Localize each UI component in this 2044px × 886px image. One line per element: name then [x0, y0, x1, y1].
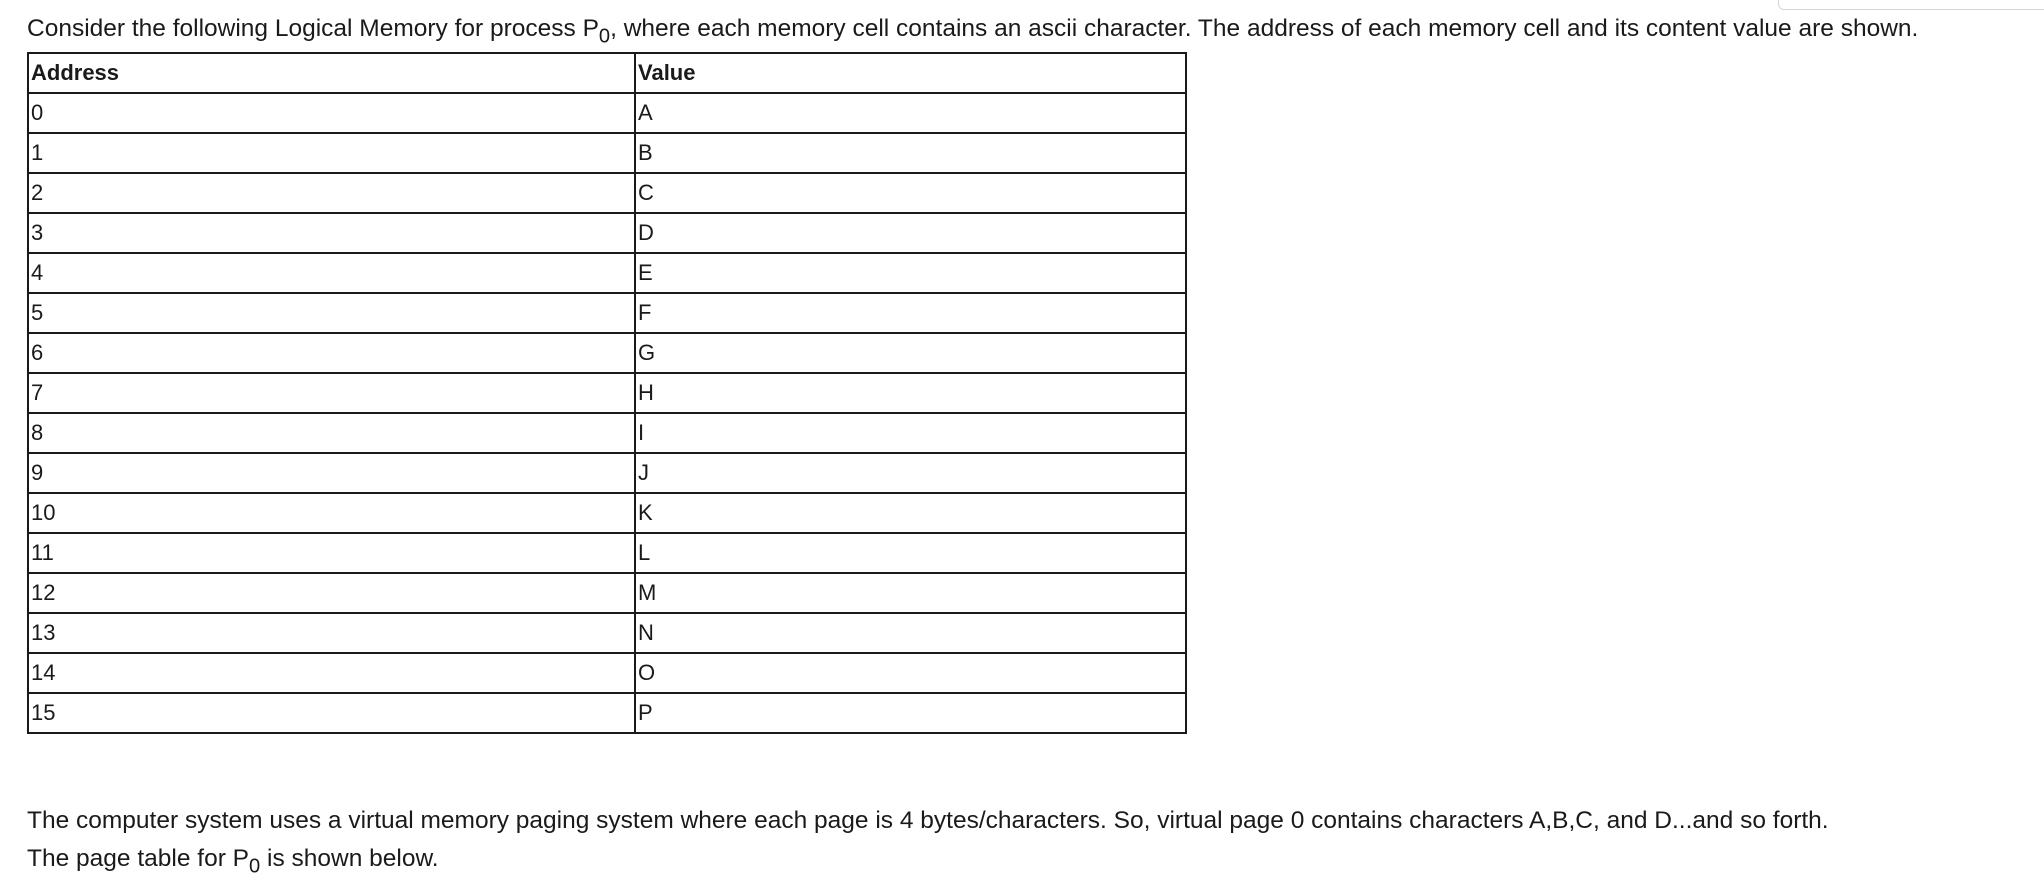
value-cell: J [635, 453, 1186, 493]
table-row [28, 693, 1186, 733]
address-cell: 15 [28, 693, 635, 733]
process-subscript: 0 [598, 25, 611, 48]
address-column-header: Address [28, 53, 635, 93]
table-row [28, 333, 1186, 373]
page-table-intro-end: is shown below. [260, 845, 439, 872]
address-cell: 12 [28, 573, 635, 613]
address-cell: 6 [28, 333, 635, 373]
address-cell: 13 [28, 613, 635, 653]
logical-memory-table [27, 52, 1187, 734]
value-cell: B [635, 133, 1186, 173]
address-cell: 3 [28, 213, 635, 253]
value-cell: P [635, 693, 1186, 733]
table-row [28, 413, 1186, 453]
address-cell: 14 [28, 653, 635, 693]
intro-text-start: Consider the following Logical Memory for process P [27, 15, 599, 42]
value-cell: I [635, 413, 1186, 453]
address-cell: 5 [28, 293, 635, 333]
table-header-row [28, 53, 1186, 93]
address-cell: 2 [28, 173, 635, 213]
intro-text [27, 14, 1919, 48]
value-cell: A [635, 93, 1186, 133]
value-cell: K [635, 493, 1186, 533]
top-right-panel-edge [1778, 0, 2044, 10]
address-cell: 8 [28, 413, 635, 453]
table-row [28, 293, 1186, 333]
table-row [28, 213, 1186, 253]
table-row [28, 493, 1186, 533]
table-row [28, 133, 1186, 173]
intro-text-end: , where each memory cell contains an ascii character. The address of each memory cell and its content value are shown. [610, 15, 1919, 42]
address-cell: 10 [28, 493, 635, 533]
page-table-intro [27, 844, 439, 878]
value-cell: C [635, 173, 1186, 213]
page-table-intro-start: The page table for P [27, 845, 250, 872]
value-column-header: Value [635, 53, 1186, 93]
address-cell: 9 [28, 453, 635, 493]
address-cell: 1 [28, 133, 635, 173]
address-cell: 7 [28, 373, 635, 413]
address-cell: 4 [28, 253, 635, 293]
table-row [28, 573, 1186, 613]
value-cell: G [635, 333, 1186, 373]
table-row [28, 453, 1186, 493]
value-cell: F [635, 293, 1186, 333]
process-subscript: 0 [249, 855, 261, 878]
value-cell: L [635, 533, 1186, 573]
table-row [28, 373, 1186, 413]
value-cell: O [635, 653, 1186, 693]
table-row [28, 533, 1186, 573]
table-row [28, 93, 1186, 133]
value-cell: E [635, 253, 1186, 293]
table-row [28, 613, 1186, 653]
table-row [28, 253, 1186, 293]
value-cell: N [635, 613, 1186, 653]
address-cell: 11 [28, 533, 635, 573]
value-cell: D [635, 213, 1186, 253]
table-row [28, 653, 1186, 693]
value-cell: H [635, 373, 1186, 413]
value-cell: M [635, 573, 1186, 613]
address-cell: 0 [28, 93, 635, 133]
table-row [28, 173, 1186, 213]
paging-explanation: The computer system uses a virtual memory paging system where each page is 4 bytes/characters. So, virtual page 0 contains characters A,B,C, and D...and so forth. [27, 807, 1829, 834]
